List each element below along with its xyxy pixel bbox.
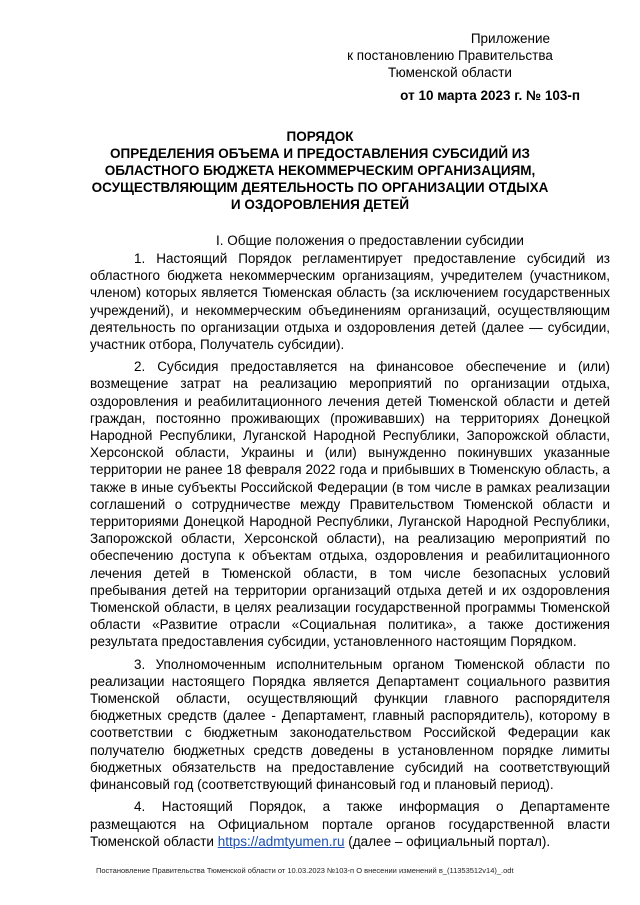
section-title: I. Общие положения о предоставлении субсидии: [216, 233, 524, 248]
title-text: ОПРЕДЕЛЕНИЯ ОБЪЕМА И ПРЕДОСТАВЛЕНИЯ СУБСИДИЙ ИЗ ОБЛАСТНОГО БЮДЖЕТА НЕКОММЕРЧЕСКИМ ОРГАНИЗАЦИЯМ, ОСУЩЕСТВЛЯЮЩИМ ДЕЯТЕЛЬНОСТЬ ПО ОРГАНИЗАЦИИ ОТДЫХА И ОЗДОРОВЛЕНИЯ ДЕТЕЙ: [91, 146, 549, 212]
paragraph-4: [90, 798, 610, 850]
appendix-line1: к постановлению Правительства: [347, 48, 553, 63]
document-title: [90, 128, 550, 213]
paragraph-1: 1. Настоящий Порядок регламентирует предоставление субсидий из областного бюджета некоммерческим организациям, учредителем (участником, членом) которых является Тюменская область (за исключением государственных учреждений), и некоммерческим объединениям организаций, осуществляющим деятельность по организации отдыха и оздоровления детей (далее — субсидии, участник отбора, Получатель субсидии).: [90, 251, 610, 353]
paragraph-4-tail: (далее – официальный портал).: [344, 833, 551, 849]
appendix-label: Приложение: [470, 31, 550, 46]
appendix-date: от 10 марта 2023 г. № 103-п: [400, 88, 580, 103]
appendix-block: [320, 30, 580, 104]
document-body: [90, 250, 610, 855]
paragraph-3: 3. Уполномоченным исполнительным органом Тюменской области по реализации настоящего Порядка является Департамент социального развития Тюменской области, осуществляющий функции главного распорядителя бюджетных средств (далее - Департамент, главный распорядитель), которому в соответствии с бюджетным законодательством Российской Федерации как получателю бюджетных средств доведены в установленном порядке лимиты бюджетных обязательств на предоставление субсидий на соответствующий финансовый год (соответствующий финансовый год и плановый период).: [90, 656, 610, 793]
document-footer: Постановление Правительства Тюменской области от 10.03.2023 №103-п О внесении изменений в_(11353512v14)_.odt: [96, 866, 514, 875]
paragraph-2: 2. Субсидия предоставляется на финансовое обеспечение и (или) возмещение затрат на реализацию мероприятий по организации отдыха, оздоровления и реабилитационного лечения детей Тюменской области и детей граждан, постоянно проживающих (проживавших) на территориях Донецкой Народной Республики, Луганской Народной Республики, Запорожской области, Херсонской области, Украины и (или) вынужденно покинувших указанные территории не ранее 18 февраля 2022 года и прибывших в Тюменскую область, а также в иные субъекты Российской Федерации (в том числе в рамках реализации соглашений о сотрудничестве между Правительством Тюменской области и территориями Донецкой Народной Республики, Луганской Народной Республики, Запорожской области, Херсонской области), на реализацию мероприятий по обеспечению доступа к объектам отдыха, оздоровления и реабилитационного лечения детей в Тюменской области, в том числе безопасных условий пребывания детей на территории организаций отдыха детей и их оздоровления Тюменской области, в целях реализации государственной программы Тюменской области «Развитие отрасли «Социальная политика», а также достижения результата предоставления субсидии, установленного настоящим Порядком.: [90, 359, 610, 650]
title-heading: ПОРЯДОК: [286, 129, 354, 144]
official-portal-link[interactable]: https://admtyumen.ru: [217, 833, 345, 849]
paragraph-4-text: 4. Настоящий Порядок, а также информация о Департаменте размещаются на Официальном портале органов государственной власти Тюменской области: [90, 799, 610, 849]
appendix-line2: Тюменской области: [388, 65, 512, 80]
